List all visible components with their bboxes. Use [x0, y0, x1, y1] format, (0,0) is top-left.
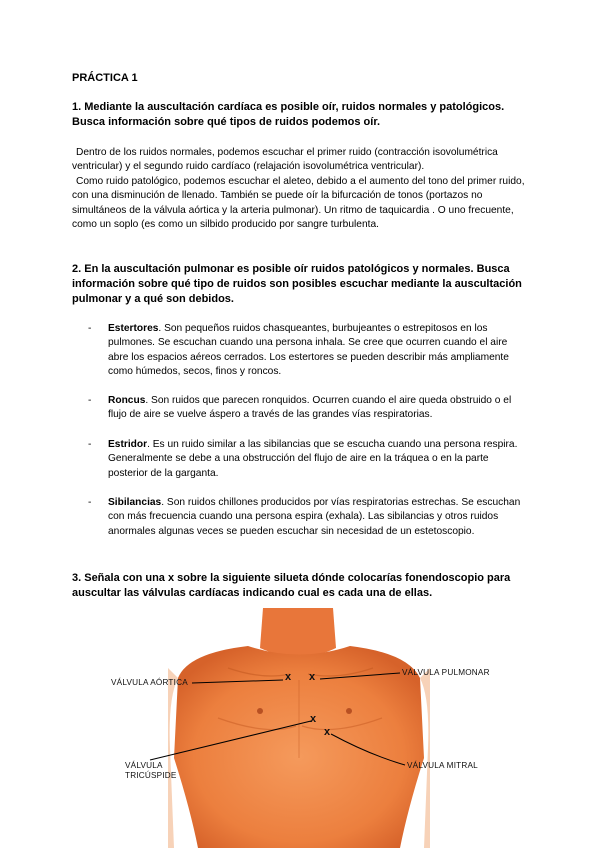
term: Sibilancias [108, 497, 162, 508]
term: Estridor [108, 439, 148, 450]
bullet-dash: - [88, 323, 92, 334]
description: . Son ruidos chillones producidos por vías respiratorias estrechas. Se escuchan con más frecuencia cuando una persona espira (exhala). Las sibilancias y otros ruidos anormales algunas veces se pueden escuchar sin necesidad de un estetoscopio. [108, 497, 521, 537]
question-3: 3. Señala con una x sobre la siguiente silueta dónde colocarías fonendoscopio para auscultar las válvulas cardíacas indicando cual es cada una de ellas. [72, 572, 511, 599]
description: . Son pequeños ruidos chasqueantes, burbujeantes o estrepitosos en los pulmones. Se escuchan cuando una persona inhala. Se cree que ocurren cuando el aire abre los espacios aéreos cerrados. Los estertores se pueden describir más ampliamente como húmedos, secos, finos y roncos. [108, 323, 509, 378]
bullet-dash: - [88, 395, 92, 406]
answer-1-paragraph-1: Dentro de los ruidos normales, podemos escuchar el primer ruido (contracción isovolumétrica ventricular) y el segundo ruido cardíaco (relajación isovolumétrica ventricular). [72, 147, 498, 173]
term: Roncus [108, 395, 146, 406]
mark-tricuspide: x [310, 713, 317, 725]
leader-tricuspide [150, 721, 311, 760]
answer-1-paragraph-2: Como ruido patológico, podemos escuchar el aleteo, debido a el aumento del tono del primer ruido, con una disminución de llenado. También se puede oír la bifurcación de tonos (portazos no simultáneos de la válvula aórtica y la arteria pulmonar). Un ritmo de taquicardia . O uno frecuente, como un soplo (es como un silbido producido por sangre turbulenta. [72, 175, 525, 231]
mark-pulmonar: x [309, 671, 316, 683]
page-title: PRÁCTICA 1 [72, 72, 138, 84]
label-valvula-pulmonar: VÁLVULA PULMONAR [402, 668, 490, 677]
leader-aortica [192, 680, 283, 683]
bullet-dash: - [88, 439, 92, 450]
leader-mitral [331, 734, 405, 765]
question-1: 1. Mediante la auscultación cardíaca es posible oír, ruidos normales y patológicos. Busca información sobre qué tipos de ruidos podemos oír. [72, 101, 505, 128]
term: Estertores [108, 323, 159, 334]
mark-mitral: x [324, 726, 331, 738]
description: . Son ruidos que parecen ronquidos. Ocurren cuando el aire queda obstruido o el flujo de aire se vuelve áspero a través de las grandes vías respiratorias. [108, 395, 512, 421]
bullet-dash: - [88, 497, 92, 508]
label-valvula-mitral: VÁLVULA MITRAL [407, 761, 478, 770]
leader-pulmonar [320, 673, 400, 679]
label-valvula-tricuspide-line2: TRICÚSPIDE [125, 771, 177, 780]
description: . Es un ruido similar a las sibilancias que se escucha cuando una persona respira. Generalmente se debe a una obstrucción del flujo de aire en la tráquea o en la parte posterior de la garganta. [108, 439, 518, 479]
label-valvula-aortica: VÁLVULA AÓRTICA [111, 678, 188, 687]
label-valvula-tricuspide-line1: VÁLVULA [125, 761, 163, 770]
mark-aortica: x [285, 671, 292, 683]
question-2: 2. En la auscultación pulmonar es posible oír ruidos patológicos y normales. Busca información sobre qué tipo de ruidos son posibles escuchar mediante la auscultación pulmonar y a qué son debidos. [72, 263, 522, 305]
